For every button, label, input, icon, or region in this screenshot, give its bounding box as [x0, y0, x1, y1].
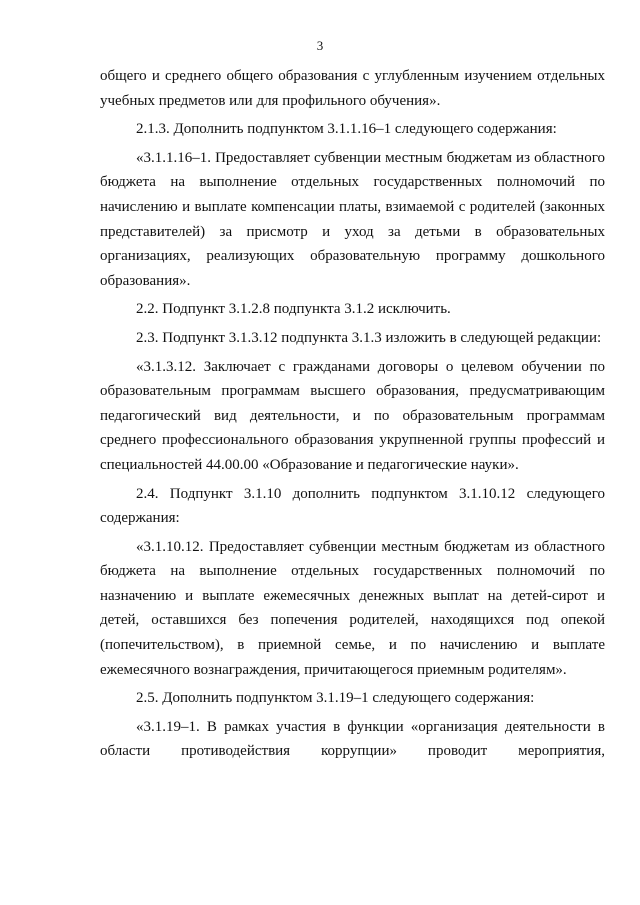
- paragraph: 2.3. Подпункт 3.1.3.12 подпункта 3.1.3 изложить в следующей редакции:: [136, 329, 602, 346]
- paragraph: 2.4. Подпункт 3.1.10 дополнить подпунктом 3.1.10.12 следующего содержания:: [100, 485, 605, 527]
- paragraph: «3.1.10.12. Предоставляет субвенции местным бюджетам из областного бюджета на выполнение отдельных государственных полномочий по назначению и выплате ежемесячных денежных выплат на детей-сирот и детей, оставшихся без попечения родителей, находящихся под опекой (попечительством), в приемной семье, и по начислению и выплате ежемесячного вознаграждения, причитающегося приемным родителям».: [100, 538, 605, 678]
- paragraph: «3.1.1.16–1. Предоставляет субвенции местным бюджетам из областного бюджета на выполнение отдельных государственных полномочий по начислению и выплате компенсации платы, взимаемой с родителей (законных представителей) за присмотр и уход за детьми в образовательных организациях, реализующих образовательную программу дошкольного образования».: [100, 149, 605, 289]
- page-number: 3: [316, 38, 324, 53]
- document-body: [100, 64, 605, 764]
- paragraph: 2.1.3. Дополнить подпунктом 3.1.1.16–1 следующего содержания:: [136, 121, 557, 138]
- paragraph: «3.1.3.12. Заключает с гражданами договоры о целевом обучении по образовательным программам высшего образования, предусматривающим педагогический вид деятельности, и по образовательным программам среднего профессионального образования укрупненной группы профессий и специальностей 44.00.00 «Образование и педагогические науки».: [100, 358, 605, 473]
- paragraph: 2.2. Подпункт 3.1.2.8 подпункта 3.1.2 исключить.: [136, 301, 451, 318]
- paragraph: «3.1.19–1. В рамках участия в функции «организация деятельности в области противодействия коррупции» проводит мероприятия,: [100, 718, 605, 760]
- paragraph: общего и среднего общего образования с углубленным изучением отдельных учебных предметов или для профильного обучения».: [100, 68, 605, 109]
- paragraph: 2.5. Дополнить подпунктом 3.1.19–1 следующего содержания:: [136, 690, 535, 707]
